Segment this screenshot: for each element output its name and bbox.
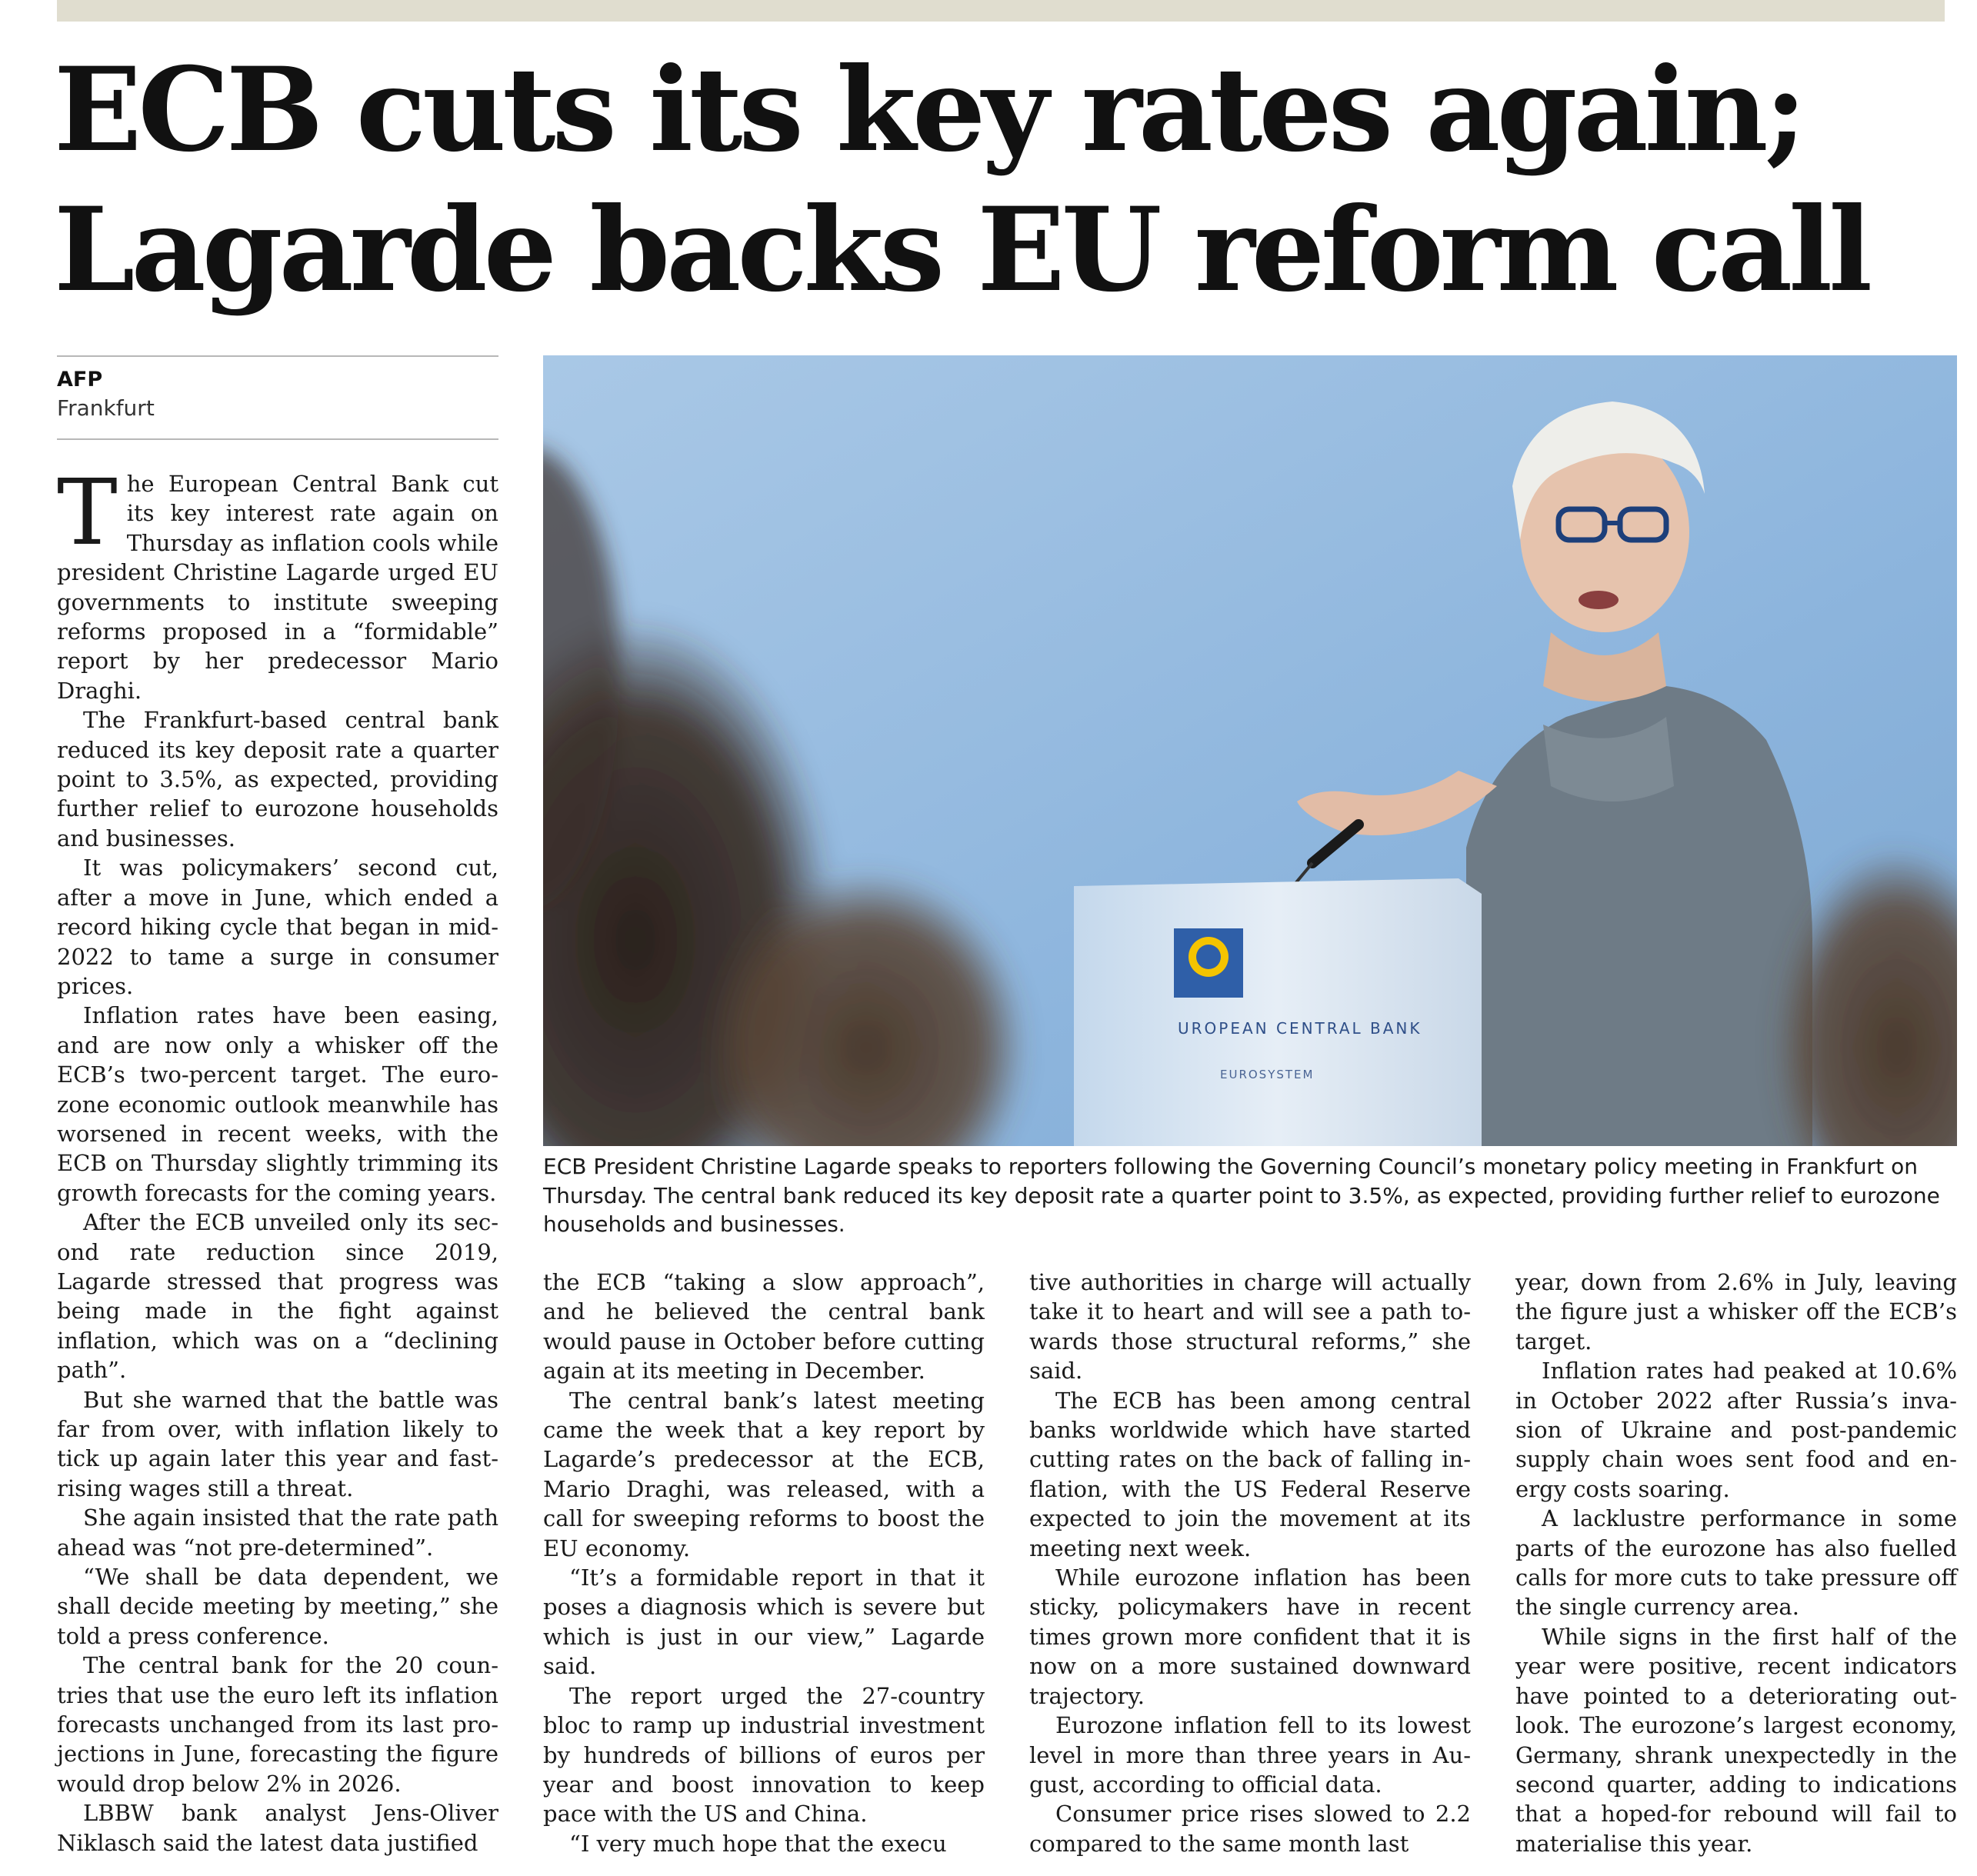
photo-caption: ECB President Christine Lagarde speaks to reporters following the Governing Council’s monetary policy meeting in Frankfurt on Thursday. The central bank reduced its key deposit rate a quarter point to 3.5%, as expected, providing further relief to eurozone households and businesses.	[543, 1154, 1940, 1238]
lead-paragraph	[57, 459, 498, 705]
article-paragraph: She again insisted that the rate path ahead was “not pre-determined”.	[57, 1504, 498, 1561]
article-paragraph: Consumer price rises slowed to 2.2 compared to the same month last	[1029, 1801, 1471, 1857]
headline	[54, 40, 1946, 320]
article-paragraph: The central bank’s latest meeting came the week that a key report by Lagarde’s predecessor at the ECB, Mario Draghi, was released, with a call for sweeping reforms to boost the EU economy.	[543, 1387, 985, 1561]
article-paragraph: It was policymakers’ second cut, after a move in June, which ended a record hiking cycle that began in mid-2022 to tame a surge in consumer prices.	[57, 855, 498, 999]
article-paragraph: The central bank for the 20 countries that use the euro left its inflation forecasts unchanged from its last projections in June, forecasting the figure would drop below 2% in 2026.	[57, 1652, 498, 1797]
article-column-4	[1515, 1268, 1957, 1858]
article-paragraph: The report urged the 27-country bloc to ramp up industrial investment by hundreds of billions of euros per year and boost innovation to keep pace with the US and China.	[543, 1682, 985, 1828]
byline-rule-top	[57, 355, 498, 357]
podium-subtext: EUROSYSTEM	[1220, 1068, 1315, 1081]
top-color-band	[57, 0, 1945, 22]
article-paragraph: Inflation rates have been easing, and are now only a whisker off the ECB’s two-percent target. The eurozone economic outlook meanwhile has worsened in recent weeks, with the ECB on Thursday slightly trimming its growth forecasts for the coming years.	[57, 1002, 498, 1206]
article-paragraph: year, down from 2.6% in July, leaving the figure just a whisker off the ECB’s target.	[1515, 1269, 1957, 1355]
article-column-2	[543, 1268, 985, 1858]
article-paragraph: While eurozone inflation has been sticky, policymakers have in recent times grown more confident that it is now on a more sustained downward trajectory.	[1029, 1564, 1471, 1709]
article-paragraph: But she warned that the battle was far from over, with inflation likely to tick up again later this year and fast-rising wages still a threat.	[57, 1386, 498, 1501]
article-paragraph: LBBW bank analyst Jens-Oliver Niklasch said the latest data justified	[57, 1800, 498, 1856]
article-paragraph: After the ECB unveiled only its second rate reduction since 2019, Lagarde stressed that progress was being made in the fight against inflation, which was on a “declining path”.	[57, 1209, 498, 1384]
lead-text: he European Central Bank cut its key interest rate again on Thursday as inflation cools while president Christine Lagarde urged EU governments to institute sweeping reforms proposed in a “formidable” report by her predecessor Mario Draghi.	[57, 471, 498, 704]
headline-line-1: ECB cuts its key rates again;	[54, 42, 1804, 178]
byline-location: Frankfurt	[57, 395, 155, 421]
article-paragraph: The ECB has been among central banks worldwide which have started cutting rates on the back of falling inflation, with the US Federal Reserve expected to join the movement at its meeting next week.	[1029, 1387, 1471, 1561]
photo-illustration	[543, 355, 1957, 1146]
article-paragraph: tive authorities in charge will actually take it to heart and will see a path towards those structural reforms,” she said.	[1029, 1269, 1471, 1385]
headline-line-2: Lagarde backs EU reform call	[54, 182, 1869, 318]
article-column-1	[57, 459, 498, 1858]
byline-rule-bottom	[57, 438, 498, 440]
news-photo	[543, 355, 1957, 1146]
article-paragraph: The Frankfurt-based central bank reduced its key deposit rate a quarter point to 3.5%, as expected, providing further relief to eurozone households and businesses.	[57, 707, 498, 851]
article-paragraph: the ECB “taking a slow approach”, and he believed the central bank would pause in October before cutting again at its meeting in December.	[543, 1269, 985, 1385]
article-paragraph: “I very much hope that the execu	[569, 1830, 947, 1857]
article-paragraph: While signs in the first half of the year were positive, recent indicators have pointed to a deteriorating outlook. The eurozone’s largest economy, Germany, shrank unexpectedly in the second quarter, adding to indications that a hoped-for rebound will fail to materialise this year.	[1515, 1623, 1957, 1857]
podium	[1074, 878, 1482, 1146]
article-paragraph: “We shall be data dependent, we shall decide meeting by meeting,” she told a press conference.	[57, 1564, 498, 1649]
article-column-3	[1029, 1268, 1471, 1858]
article-paragraph: Eurozone inflation fell to its lowest level in more than three years in August, according to official data.	[1029, 1712, 1471, 1798]
drop-cap: T	[57, 459, 118, 565]
article-paragraph: “It’s a formidable report in that it poses a diagnosis which is severe but which is just in our view,” Lagarde said.	[543, 1564, 985, 1680]
byline-agency: AFP	[57, 368, 103, 392]
podium-text: UROPEAN CENTRAL BANK	[1178, 1019, 1422, 1038]
article-paragraph: Inflation rates had peaked at 10.6% in October 2022 after Russia’s invasion of Ukraine and post-pandemic supply chain woes sent food and energy costs soaring.	[1515, 1358, 1957, 1502]
article-paragraph: A lacklustre performance in some parts of the eurozone has also fuelled calls for more cuts to take pressure off the single currency area.	[1515, 1505, 1957, 1621]
